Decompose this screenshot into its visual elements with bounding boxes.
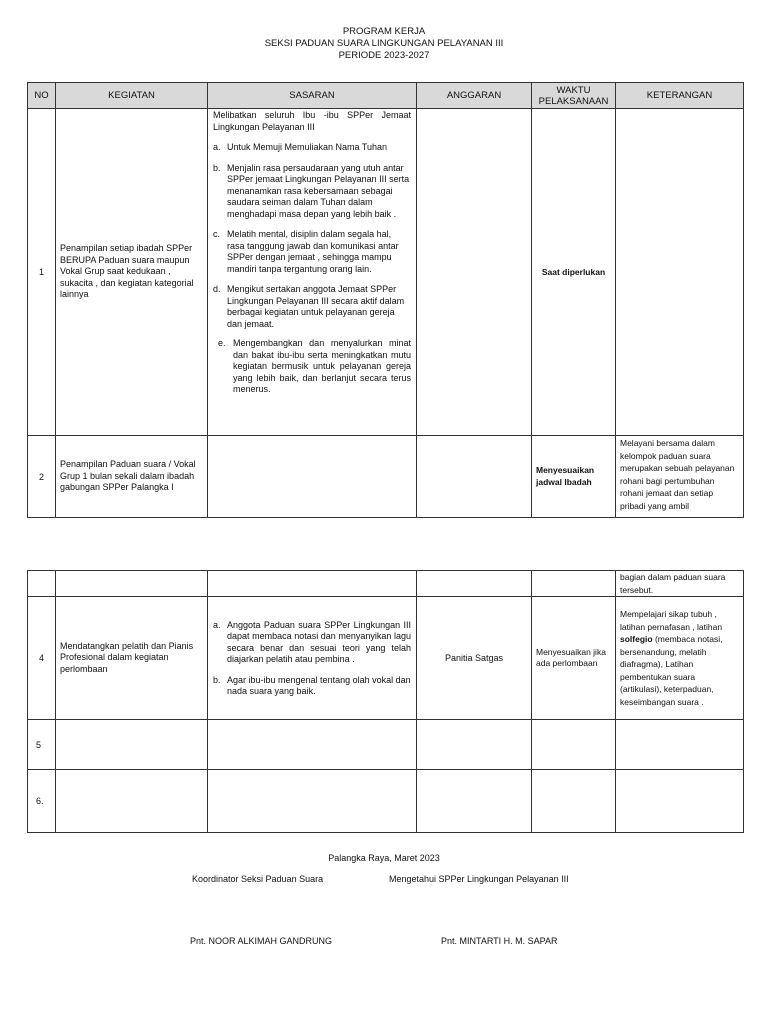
item-letter: e. [218,338,226,348]
table-row [28,109,744,436]
row-no: 6. [28,770,56,833]
row-waktu [532,720,616,770]
left-signer-role: Koordinator Seksi Paduan Suara [192,874,324,884]
item-text: Menjalin rasa persaudaraan yang utuh antar SPPer jemaat Lingkungan Pelayanan III serta menanamkan rasa kebersamaan sebagai saudara seiman dalam Tuhan dalam menghadapi masa depan yang lebih baik . [227,162,410,219]
row-anggaran: Panitia Satgas [417,597,532,720]
row-anggaran [417,720,532,770]
sasaran-item [213,284,411,330]
row-no: 4 [28,597,56,720]
right-signer-role: Mengetahui SPPer Lingkungan Pelayanan III [389,874,569,884]
row-keterangan [616,770,744,833]
table-header-row [28,83,744,109]
keterangan-text-bold: solfegio [620,634,653,644]
row-keterangan [616,597,744,720]
table-row [28,770,744,833]
row-keterangan [616,720,744,770]
col-header-kegiatan: KEGIATAN [56,83,208,109]
row-kegiatan [56,571,208,597]
row-kegiatan [56,770,208,833]
item-text: Mengembangkan dan menyalurkan minat dan bakat ibu-ibu serta meningkatkan mutu kegiatan bermusik untuk pelayanan gereja yang lebih baik, dan berlanjut secara terus menerus. [233,338,411,394]
keterangan-text-post: (membaca notasi, bersenandung, melatih diafragma), Latihan pembentukan suara (artikulasi), keterpaduan, keseimbangan suara . [620,634,723,707]
row-anggaran [417,770,532,833]
row-keterangan [616,109,744,436]
row-sasaran [208,720,417,770]
table-row [28,436,744,518]
sasaran-item [213,675,411,698]
table-row [28,720,744,770]
col-header-waktu: WAKTU PELAKSANAAN [532,83,616,109]
row-sasaran [208,770,417,833]
row-sasaran [208,597,417,720]
table-row [28,571,744,597]
left-signer-name: Pnt. NOOR ALKIMAH GANDRUNG [190,936,333,946]
row-no: 1 [28,109,56,436]
row-kegiatan: Mendatangkan pelatih dan Pianis Profesional dalam kegiatan perlombaan [56,597,208,720]
place-date: Palangka Raya, Maret 2023 [328,853,440,863]
row-sasaran [208,109,417,436]
item-letter: b. [213,162,221,173]
row-waktu: Saat diperlukan [532,109,616,436]
row-sasaran [208,436,417,518]
sasaran-intro: Melibatkan seluruh Ibu -ibu SPPer Jemaat Lingkungan Pelayanan III [213,110,411,132]
row-waktu: Menyesuaikan jadwal Ibadah [532,436,616,518]
row-sasaran [208,571,417,597]
title-line-1: PROGRAM KERJA [342,26,426,37]
item-letter: c. [213,229,221,239]
item-text: Untuk Memuji Memuliakan Nama Tuhan [227,142,388,152]
col-header-sasaran: SASARAN [208,83,417,109]
program-table-continued [27,570,744,833]
title-line-2: SEKSI PADUAN SUARA LINGKUNGAN PELAYANAN III [264,38,504,49]
doc-title [0,26,768,62]
sasaran-item [213,338,411,396]
sasaran-item [213,229,411,275]
sasaran-item [213,620,411,666]
item-letter: d. [213,284,221,294]
row-waktu [532,770,616,833]
col-header-anggaran: ANGGARAN [417,83,532,109]
title-line-3: PERIODE 2023-2027 [338,50,430,61]
row-waktu: Menyesuaikan jika ada perlombaan [532,597,616,720]
row-keterangan: bagian dalam paduan suara tersebut. [616,571,744,597]
row-kegiatan: Penampilan setiap ibadah SPPer BERUPA Paduan suara maupun Vokal Grup saat kedukaan , sukacita , dan kegiatan kategorial lainnya [56,109,208,436]
row-anggaran [417,109,532,436]
item-letter: b. [213,674,221,685]
item-text: Anggota Paduan suara SPPer Lingkungan III dapat membaca notasi dan menyanyikan lagu secara benar dan sesuai teori yang telah diajarkan pelatih atau pembina . [227,619,411,664]
col-header-keterangan: KETERANGAN [616,83,744,109]
sasaran-item [213,163,411,221]
item-text: Agar ibu-ibu mengenal tentang olah vokal dan nada suara yang baik. [227,674,411,696]
keterangan-text-pre: Mempelajari sikap tubuh , latihan pernafasan , latihan [620,609,723,632]
item-letter: a. [213,142,221,152]
col-header-no: NO [28,83,56,109]
item-letter: a. [213,619,221,630]
row-anggaran [417,436,532,518]
row-no: 2 [28,436,56,518]
sasaran-item [213,142,411,154]
row-anggaran [417,571,532,597]
row-no [28,571,56,597]
item-text: Melatih mental, disiplin dalam segala hal, rasa tanggung jawab dan komunikasi antar SPPer dengan jemaat , sehingga mampu mandiri tanpa tergantung orang lain. [227,229,399,274]
row-keterangan: Melayani bersama dalam kelompok paduan suara merupakan sebuah pelayanan rohani bagi pertumbuhan rohani jemaat dan setiap pribadi yang ambil [616,436,744,518]
item-text: Mengikut sertakan anggota Jemaat SPPer Lingkungan Pelayanan III secara aktif dalam berbagai kegiatan untuk pelayanan gereja dan jemaat. [227,284,405,329]
right-signer-name: Pnt. MINTARTI H. M. SAPAR [441,936,558,946]
row-no: 5 [28,720,56,770]
table-row [28,597,744,720]
row-kegiatan [56,720,208,770]
program-table [27,82,744,518]
row-waktu [532,571,616,597]
row-kegiatan: Penampilan Paduan suara / Vokal Grup 1 bulan sekali dalam ibadah gabungan SPPer Palangka I [56,436,208,518]
